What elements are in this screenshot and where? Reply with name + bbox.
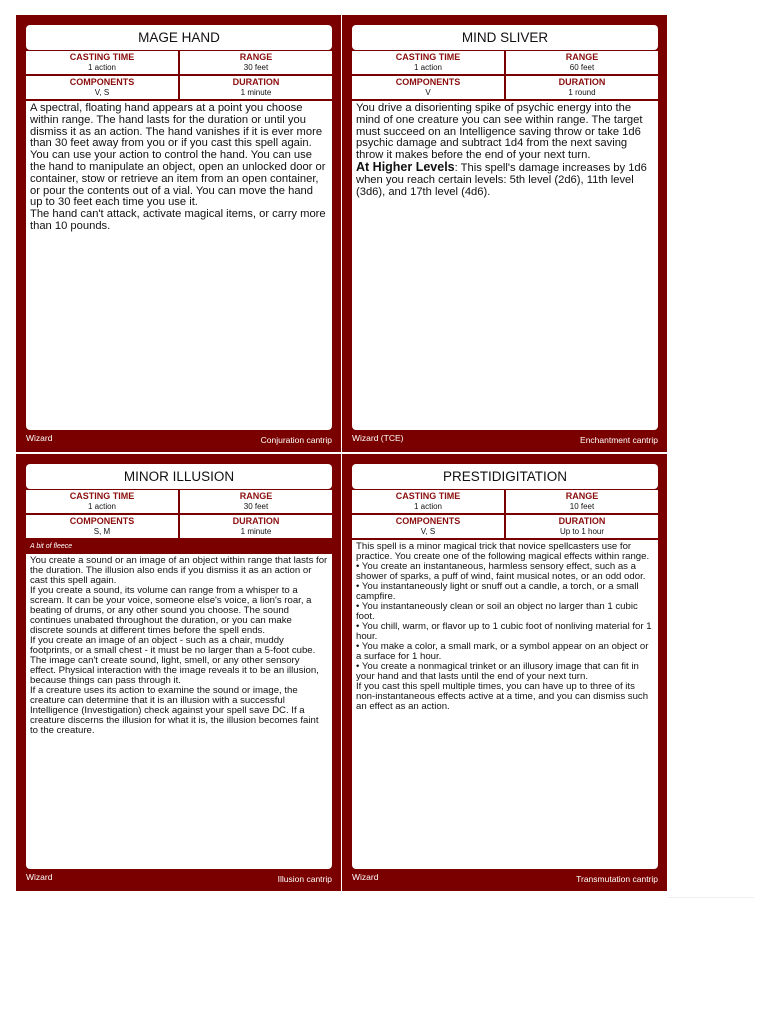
spell-stats xyxy=(352,51,658,99)
card-title: MINOR ILLUSION xyxy=(26,464,332,489)
range-value: 30 feet xyxy=(243,502,269,511)
range xyxy=(180,490,332,513)
components xyxy=(352,76,504,99)
duration-value: 1 minute xyxy=(240,88,272,97)
casting-time-label: CASTING TIME xyxy=(395,52,461,62)
casting-time-label: CASTING TIME xyxy=(395,491,461,501)
description-paragraph: You can use your action to control the hand. You can use the hand to manipulate an object, open an unlocked door or container, stow or retrieve an item from an open container, or pour the contents out of a vial. You can move the hand up to 30 feet each time you use it. xyxy=(30,149,326,209)
spell-type: Enchantment cantrip xyxy=(580,435,658,445)
spell-card-mind-sliver xyxy=(342,15,667,452)
spell-description xyxy=(352,101,658,430)
components-label: COMPONENTS xyxy=(395,516,461,526)
casting-time xyxy=(26,51,178,74)
spell-description xyxy=(26,101,332,430)
duration-label: DURATION xyxy=(558,516,606,526)
higher-levels-label: At Higher Levels xyxy=(356,159,455,174)
higher-levels xyxy=(356,159,654,198)
description-paragraph: If you cast this spell multiple times, you can have up to three of its non-instantaneous effects active at a time, and you can dismiss such an effect as an action. xyxy=(356,681,649,712)
components-value: V, S xyxy=(420,527,436,536)
spell-card-prestidigitation xyxy=(342,454,667,891)
card-title: MAGE HAND xyxy=(26,25,332,50)
card-title: PRESTIDIGITATION xyxy=(352,464,658,489)
description-bullet: • You create a nonmagical trinket or an illusory image that can fit in your hand and that lasts until the end of your next turn. xyxy=(356,661,639,682)
spell-description xyxy=(26,554,332,869)
spell-type: Illusion cantrip xyxy=(277,874,332,884)
range-label: RANGE xyxy=(239,52,273,62)
spell-class: Wizard xyxy=(352,872,379,882)
components xyxy=(26,76,178,99)
spell-description xyxy=(352,540,658,869)
components-value: V, S xyxy=(94,88,110,97)
spell-class: Wizard xyxy=(26,433,53,443)
components-label: COMPONENTS xyxy=(69,516,135,526)
range-label: RANGE xyxy=(239,491,273,501)
spell-card-mage-hand xyxy=(16,15,341,452)
components-label: COMPONENTS xyxy=(69,77,135,87)
duration-value: 1 minute xyxy=(240,527,272,536)
range-label: RANGE xyxy=(565,52,599,62)
components-label: COMPONENTS xyxy=(395,77,461,87)
casting-time xyxy=(26,490,178,513)
range xyxy=(506,51,658,74)
components-value: S, M xyxy=(93,527,111,536)
higher-levels-text: : This spell's damage increases by 1d6 when you reach certain levels: 5th level (2d6), 11th level (3d6), and 17th level (4d6). xyxy=(356,161,647,198)
range-value: 10 feet xyxy=(569,502,595,511)
material-component: A bit of fleece xyxy=(26,540,332,554)
duration-label: DURATION xyxy=(232,516,280,526)
spell-card-minor-illusion xyxy=(16,454,341,891)
duration xyxy=(180,515,332,538)
duration xyxy=(180,76,332,99)
spell-stats xyxy=(26,51,332,99)
description-bullet: • You instantaneously clean or soil an object no larger than 1 cubic foot. xyxy=(356,601,638,622)
components-value: V xyxy=(425,88,431,97)
duration xyxy=(506,76,658,99)
duration-value: Up to 1 hour xyxy=(559,527,605,536)
description-bullet: • You chill, warm, or flavor up to 1 cubic foot of nonliving material for 1 hour. xyxy=(356,621,652,642)
range xyxy=(506,490,658,513)
casting-time-value: 1 action xyxy=(87,502,117,511)
casting-time-label: CASTING TIME xyxy=(69,491,135,501)
description-paragraph: You drive a disorienting spike of psychic energy into the mind of one creature you can see within range. The target must succeed on an Intelligence saving throw or take 1d6 psychic damage and subtract 1d4 from the next saving throw it makes before the end of your next turn. xyxy=(356,102,643,162)
components xyxy=(352,515,504,538)
description-paragraph: This spell is a minor magical trick that novice spellcasters use for practice. You create one of the following magical effects within range. xyxy=(356,541,650,562)
description-paragraph: If you create a sound, its volume can range from a whisper to a scream. It can be your voice, someone else's voice, a lion's roar, a beating of drums, or any other sound you choose. The sound continues unabated throughout the duration, or you can make discrete sounds at different times before the spell ends. xyxy=(30,585,312,636)
spell-class: Wizard (TCE) xyxy=(352,433,404,443)
casting-time xyxy=(352,51,504,74)
description-bullet: • You create an instantaneous, harmless sensory effect, such as a shower of sparks, a puff of wind, faint musical notes, or an odd odor. xyxy=(356,561,646,582)
description-paragraph: You create a sound or an image of an object within range that lasts for the duration. The illusion also ends if you dismiss it as an action or cast this spell again. xyxy=(30,555,328,586)
range xyxy=(180,51,332,74)
spell-type: Transmutation cantrip xyxy=(576,874,658,884)
card-title: MIND SLIVER xyxy=(352,25,658,50)
range-label: RANGE xyxy=(565,491,599,501)
description-paragraph: If a creature uses its action to examine the sound or image, the creature can determine that it is an illusion with a successful Intelligence (Investigation) check against your spell save DC. If a creature discerns the illusion for what it is, the illusion becomes faint to the creature. xyxy=(30,685,319,736)
casting-time-value: 1 action xyxy=(87,63,117,72)
casting-time xyxy=(352,490,504,513)
spell-class: Wizard xyxy=(26,872,53,882)
duration-value: 1 round xyxy=(568,88,596,97)
description-bullet: • You make a color, a small mark, or a symbol appear on an object or a surface for 1 hour. xyxy=(356,641,649,662)
duration-label: DURATION xyxy=(232,77,280,87)
spell-stats xyxy=(26,490,332,538)
description-paragraph: The hand can't attack, activate magical items, or carry more than 10 pounds. xyxy=(30,208,326,232)
description-paragraph: If you create an image of an object - such as a chair, muddy footprints, or a small chest - it must be no larger than a 5-foot cube. The image can't create sound, light, smell, or any other sensory effect. Physical interaction with the image reveals it to be an illusion, because things can pass through it. xyxy=(30,635,319,686)
duration-label: DURATION xyxy=(558,77,606,87)
spell-stats xyxy=(352,490,658,538)
crop-mark xyxy=(668,897,754,898)
range-value: 60 feet xyxy=(569,63,595,72)
components xyxy=(26,515,178,538)
range-value: 30 feet xyxy=(243,63,269,72)
duration xyxy=(506,515,658,538)
description-paragraph: A spectral, floating hand appears at a point you choose within range. The hand lasts for the duration or until you dismiss it as an action. The hand vanishes if it is ever more than 30 feet away from you or if you cast this spell again. xyxy=(30,102,323,150)
casting-time-value: 1 action xyxy=(413,63,443,72)
casting-time-value: 1 action xyxy=(413,502,443,511)
description-bullet: • You instantaneously light or snuff out a candle, a torch, or a small campfire. xyxy=(356,581,639,602)
spell-type: Conjuration cantrip xyxy=(260,435,332,445)
casting-time-label: CASTING TIME xyxy=(69,52,135,62)
